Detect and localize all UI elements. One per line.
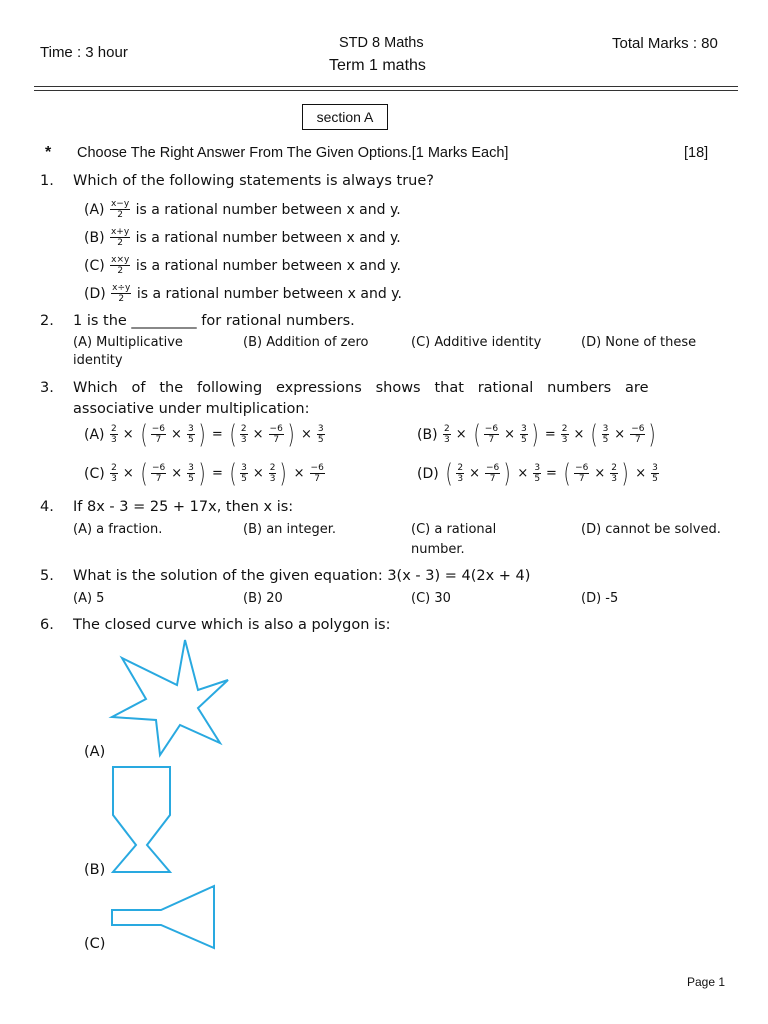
q6-option-b[interactable]: (B) [84,862,106,878]
funnel-shape [105,880,225,955]
q4-option-c-cont: number. [411,542,465,557]
fraction: $\frac{3}{5}$ [241,463,247,484]
paren: ) [287,419,295,450]
times-sign: × [171,466,183,481]
option-label: (B) [84,229,105,246]
q2-option-d[interactable]: (D) None of these [581,335,697,350]
section-instruction: Choose The Right Answer From The Given Options.[1 Marks Each] [77,145,509,161]
equals-sign: = [546,466,557,481]
times-sign: × [455,427,467,442]
paren: ( [590,419,599,450]
question-number-1: 1. [40,173,54,189]
fraction: x+y 2 [110,227,130,248]
fraction: x×y 2 [111,255,130,276]
q5-option-b[interactable]: (B) 20 [243,591,283,606]
section-star: * [45,144,52,161]
fraction: $\frac{3}{5}$ [187,424,194,445]
times-sign: × [504,427,515,442]
q3-option-a[interactable] [84,419,326,450]
question-number-3: 3. [40,380,54,396]
times-sign: × [635,466,647,481]
hourglass-shape [105,760,180,880]
paren: ) [531,419,539,450]
paren: ( [140,419,148,450]
fraction: $\frac{-6}{7}$ [631,424,645,445]
paren: ) [198,419,206,450]
paren: ) [621,458,629,489]
question-text-1: Which of the following statements is always true? [73,173,434,189]
question-text-2: 1 is the _________ for rational numbers. [73,313,355,329]
fraction: $\frac{2}{3}$ [110,424,117,445]
fraction: $\frac{3}{5}$ [534,463,541,484]
times-sign: × [300,427,312,442]
paren: ) [649,419,657,450]
times-sign: × [614,427,626,442]
q5-option-d[interactable]: (D) -5 [581,591,619,606]
question-text-3-line2: associative under multiplication: [73,401,310,417]
q2-option-a[interactable]: (A) Multiplicative [73,335,183,350]
fraction: $\frac{2}{3}$ [269,463,276,484]
header-rule-bottom [34,90,738,91]
header-rule-top [34,86,738,87]
option-text: is a rational number between x and y. [136,285,402,302]
fraction: $\frac{-6}{7}$ [484,424,499,445]
q2-option-b[interactable]: (B) Addition of zero [243,335,369,350]
fraction: $\frac{2}{3}$ [611,463,618,484]
star-shape [100,635,235,760]
fraction: x−y 2 [110,199,130,220]
paren: ( [229,419,237,450]
times-sign: × [122,427,134,442]
fraction: $\frac{2}{3}$ [240,424,247,445]
q1-option-d[interactable] [84,283,402,304]
section-marks: [18] [684,145,709,161]
fraction: $\frac{2}{3}$ [443,424,450,445]
question-number-5: 5. [40,568,54,584]
fraction: $\frac{2}{3}$ [457,463,464,484]
fraction: $\frac{3}{5}$ [520,424,527,445]
q2-option-a-cont: identity [73,353,123,368]
fraction: x÷y 2 [112,283,131,304]
option-text: is a rational number between x and y. [135,201,401,218]
paren: ) [279,458,288,489]
q2-option-c[interactable]: (C) Additive identity [411,335,542,350]
paren: ( [229,458,237,489]
equals-sign: = [544,427,556,442]
paren: ) [503,458,511,489]
q4-option-b[interactable]: (B) an integer. [243,522,337,537]
equals-sign: = [211,427,223,442]
q4-option-a[interactable]: (A) a fraction. [73,522,163,537]
option-label: (D) [417,465,439,482]
fraction: $\frac{3}{5}$ [188,463,194,484]
q4-option-c[interactable]: (C) a rational [411,522,497,537]
fraction: $\frac{2}{3}$ [561,424,568,445]
question-text-5: What is the solution of the given equation: 3(x - 3) = 4(2x + 4) [73,568,531,584]
exam-time: Time : 3 hour [40,44,128,61]
times-sign: × [122,466,134,481]
question-text-6: The closed curve which is also a polygon is: [73,617,391,633]
exam-subject: STD 8 Maths [339,35,424,51]
paren: ) [198,458,206,489]
option-label: (C) [84,257,105,274]
question-number-4: 4. [40,499,54,515]
option-label: (A) [84,426,105,443]
q3-option-b[interactable] [417,419,659,450]
fraction: $\frac{3}{5}$ [652,463,658,484]
times-sign: × [252,427,264,442]
fraction: $\frac{2}{3}$ [111,463,117,484]
fraction: $\frac{-6}{7}$ [575,463,589,484]
option-label: (D) [84,285,106,302]
total-marks: Total Marks : 80 [612,35,718,52]
q3-option-d[interactable] [417,458,660,489]
question-number-2: 2. [40,313,54,329]
equals-sign: = [212,466,223,481]
q3-option-c[interactable] [84,458,326,489]
paren: ( [473,419,481,450]
paren: ( [563,458,571,489]
q1-option-b[interactable] [84,227,401,248]
times-sign: × [171,427,182,442]
option-text: is a rational number between x and y. [135,229,401,246]
question-text-4: If 8x - 3 = 25 + 17x, then x is: [73,499,294,515]
question-text-3-line1: Which of the following expressions shows that rational numbers are [73,380,649,396]
q6-option-c[interactable]: (C) [84,936,106,952]
q1-option-c[interactable] [84,255,401,276]
q5-option-a[interactable]: (A) 5 [73,591,105,606]
page-number: Page 1 [687,975,726,989]
section-title: section A [302,104,388,130]
times-sign: × [594,466,606,481]
option-label: (C) [84,465,105,482]
times-sign: × [293,466,305,481]
q1-option-a[interactable] [84,199,401,220]
paren: ( [445,458,453,489]
fraction: $\frac{3}{5}$ [317,424,324,445]
fraction: $\frac{3}{5}$ [602,424,609,445]
option-text: is a rational number between x and y. [135,257,401,274]
fraction: $\frac{-6}{7}$ [269,424,283,445]
question-number-6: 6. [40,617,54,633]
times-sign: × [573,427,585,442]
exam-term: Term 1 maths [329,57,426,74]
q5-option-c[interactable]: (C) 30 [411,591,451,606]
fraction: $\frac{-6}{7}$ [151,463,166,484]
q6-option-a[interactable]: (A) [84,744,106,760]
option-label: (A) [84,201,105,218]
times-sign: × [517,466,529,481]
fraction: $\frac{-6}{7}$ [485,463,500,484]
times-sign: × [469,466,480,481]
paren: ( [140,458,148,489]
fraction: $\frac{-6}{7}$ [310,463,324,484]
option-label: (B) [417,426,438,443]
fraction: $\frac{-6}{7}$ [151,424,166,445]
q4-option-d[interactable]: (D) cannot be solved. [581,522,721,537]
times-sign: × [252,466,264,481]
